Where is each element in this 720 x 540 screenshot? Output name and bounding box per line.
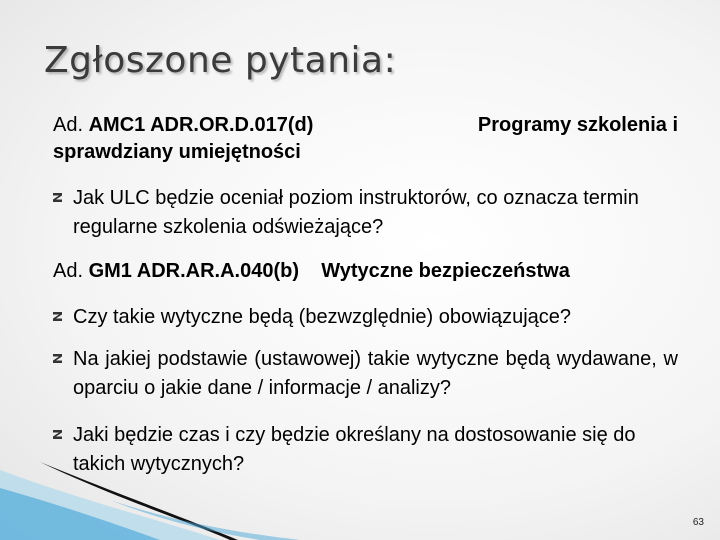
section-prefix: Ad.	[53, 260, 84, 282]
section-heading-amc1	[53, 112, 678, 166]
section-heading-gm1	[53, 258, 570, 285]
section-subject-continued: sprawdziany umiejętności	[53, 141, 301, 163]
list-item: Jak ULC będzie oceniał poziom instruktorów, co oznacza termin regularne szkolenia odświeżające?	[53, 184, 678, 242]
slide-title: Zgłoszone pytania:	[44, 40, 397, 81]
regulation-reference: AMC1 ADR.OR.D.017(d)	[88, 114, 314, 136]
list-item: Czy takie wytyczne będą (bezwzględnie) obowiązujące?	[53, 303, 678, 332]
list-item: Na jakiej podstawie (ustawowej) takie wytyczne będą wydawane, w oparciu o jakie dane / informacje / analizy?	[53, 345, 678, 403]
section-subject: Programy szkolenia i	[477, 114, 678, 136]
z-shape-bullet-icon	[53, 312, 62, 321]
z-shape-bullet-icon	[53, 430, 62, 439]
z-shape-bullet-icon	[53, 193, 62, 202]
section-prefix: Ad.	[53, 114, 84, 136]
list-item: Jaki będzie czas i czy będzie określany na dostosowanie się do takich wytycznych?	[53, 421, 678, 479]
regulation-reference: GM1 ADR.AR.A.040(b)	[88, 260, 299, 282]
section-subject: Wytyczne bezpieczeństwa	[321, 260, 570, 282]
z-shape-bullet-icon	[53, 354, 62, 363]
page-number: 63	[692, 517, 704, 528]
